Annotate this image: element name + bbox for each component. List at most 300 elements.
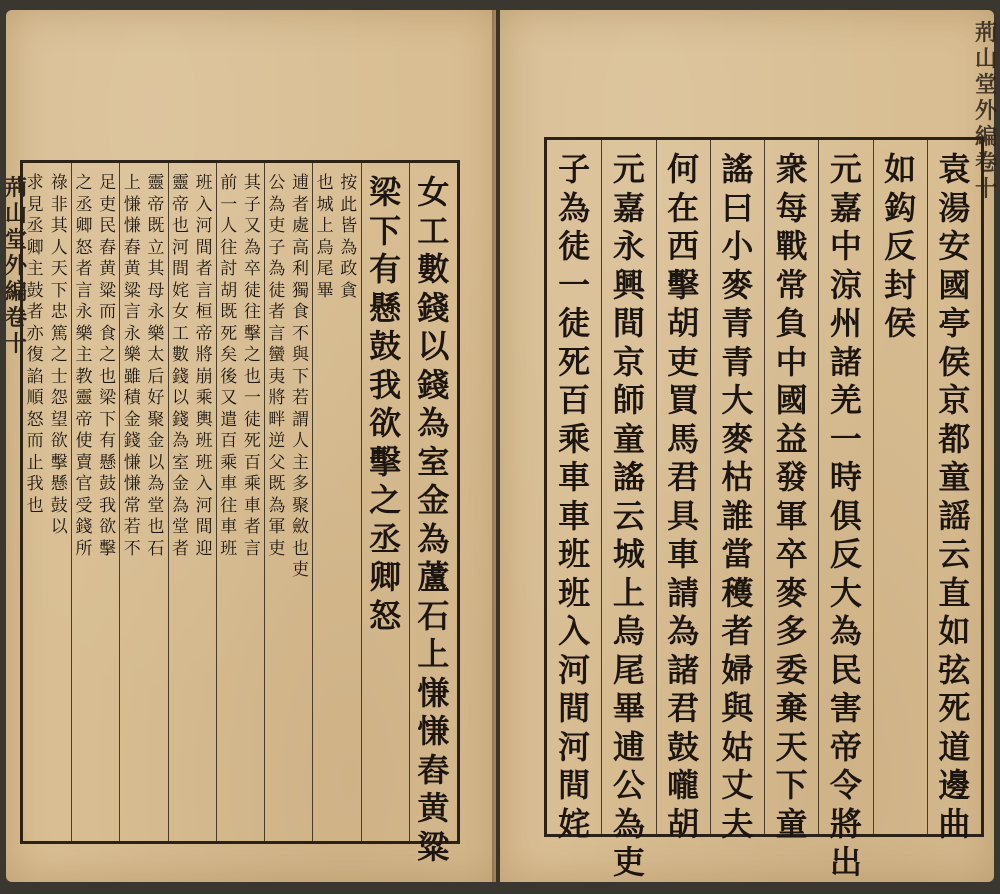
text-char: 鈎 — [884, 188, 917, 227]
annotation-char: 懸 — [50, 474, 68, 494]
text-char: 黄 — [417, 789, 450, 827]
annotation-char: 亦 — [26, 323, 44, 344]
annotation-char: 積 — [123, 388, 141, 408]
annotation-char: 足 — [99, 173, 117, 193]
text-char: 胡 — [667, 804, 700, 843]
annotation-char: 入 — [195, 194, 213, 215]
annotation-char: 車 — [220, 517, 238, 537]
annotation-char: 若 — [292, 388, 310, 408]
text-char: 直 — [938, 573, 971, 612]
annotation-char: 也 — [171, 216, 189, 236]
annotation-char: 乘 — [220, 452, 238, 473]
annotation-char: 之 — [243, 345, 261, 365]
annotation-char: 吏 — [99, 194, 117, 215]
annotation-char: 上 — [316, 216, 334, 236]
annotation-char: 上 — [123, 173, 141, 193]
text-char: 衆 — [775, 150, 808, 188]
annotation-char: 石 — [147, 538, 165, 559]
text-char: 國 — [775, 381, 808, 419]
annotation-char: 死 — [243, 431, 261, 451]
annotation-char: 後 — [220, 366, 238, 387]
annotation-char: 樂 — [75, 323, 93, 344]
annotation-char: 舂 — [123, 237, 141, 258]
right-column-3 — [818, 140, 872, 881]
annotation-char: 高 — [292, 237, 310, 258]
annotation-char: 吏 — [292, 560, 310, 580]
annotation-char: 既 — [220, 302, 238, 322]
text-char: 夫 — [721, 804, 754, 843]
text-char: 湯 — [938, 188, 971, 227]
text-char: 多 — [775, 612, 808, 650]
annotation-subcolumn — [51, 173, 68, 539]
annotation-char: 復 — [26, 345, 44, 365]
annotation-char: 常 — [123, 495, 141, 516]
annotation-char: 欲 — [99, 517, 117, 537]
annotation-char: 主 — [75, 345, 93, 365]
annotation-char: 子 — [268, 237, 286, 258]
annotation-char: 錢 — [171, 366, 189, 387]
annotation-char: 黄 — [99, 259, 117, 279]
annotation-char: 人 — [292, 431, 310, 451]
annotation-char: 慊 — [123, 216, 141, 236]
annotation-char: 以 — [50, 517, 68, 537]
annotation-char: 祿 — [50, 173, 68, 193]
annotation-char: 父 — [268, 452, 286, 473]
text-char: 間 — [558, 766, 591, 804]
text-char: 民 — [829, 650, 862, 689]
text-char: 君 — [667, 458, 700, 496]
text-char: 童 — [775, 804, 808, 843]
annotation-char: 太 — [147, 345, 165, 365]
text-char: 當 — [721, 535, 754, 573]
annotation-char: 帝 — [195, 323, 213, 344]
annotation-char: 不 — [123, 538, 141, 559]
text-char: 棄 — [775, 689, 808, 727]
text-char: 童 — [612, 419, 645, 458]
annotation-char: 人 — [50, 237, 68, 258]
text-char: 怒 — [369, 596, 402, 635]
text-char: 每 — [775, 188, 808, 227]
text-char: 弦 — [938, 650, 971, 689]
annotation-char: 有 — [99, 431, 117, 451]
annotation-subcolumn — [124, 173, 141, 560]
annotation-char: 者 — [195, 259, 213, 279]
text-char: 子 — [558, 150, 591, 188]
text-char: 金 — [417, 481, 450, 519]
text-char: 委 — [775, 650, 808, 689]
margin-title-char: 外 — [975, 98, 998, 124]
annotation-char: 皆 — [340, 216, 358, 236]
left-column-6 — [168, 163, 216, 841]
annotation-char: 班 — [195, 173, 213, 193]
annotation-char: 堂 — [147, 495, 165, 516]
annotation-char: 與 — [292, 345, 310, 365]
annotation-char: 后 — [147, 366, 165, 387]
text-char: 車 — [558, 496, 591, 535]
annotation-char: 又 — [220, 388, 238, 408]
annotation-char: 一 — [243, 388, 261, 408]
annotation-subcolumn — [220, 173, 237, 560]
text-char: 曲 — [938, 804, 971, 843]
annotation-char: 一 — [220, 194, 238, 215]
annotation-char: 見 — [26, 194, 44, 215]
annotation-char: 崩 — [195, 366, 213, 387]
right-page — [500, 10, 998, 882]
text-char: 嘉 — [829, 188, 862, 227]
left-column-8 — [71, 163, 119, 841]
left-column-5 — [216, 163, 264, 841]
text-char: 州 — [829, 304, 862, 342]
margin-title-char: 外 — [4, 253, 27, 279]
text-char: 入 — [558, 612, 591, 650]
text-char: 中 — [775, 342, 808, 381]
text-char: 小 — [721, 227, 754, 265]
annotation-char: 言 — [243, 538, 261, 559]
text-char: 令 — [829, 766, 862, 804]
annotation-char: 獨 — [292, 280, 310, 301]
text-char: 封 — [884, 265, 917, 304]
text-char: 諸 — [829, 342, 862, 381]
text-char: 下 — [775, 766, 808, 804]
text-char: 百 — [558, 381, 591, 419]
annotation-char: 畔 — [268, 409, 286, 430]
annotation-char: 處 — [292, 216, 310, 236]
text-char: 云 — [938, 535, 971, 573]
annotation-subcolumn — [147, 173, 164, 560]
left-column-4 — [264, 163, 312, 841]
annotation-char: 迎 — [195, 538, 213, 559]
annotation-char: 畢 — [316, 280, 334, 301]
annotation-char: 夷 — [268, 366, 286, 387]
annotation-char: 怨 — [50, 388, 68, 408]
annotation-char: 永 — [123, 323, 141, 344]
text-char: 都 — [938, 419, 971, 458]
annotation-char: 間 — [195, 517, 213, 537]
margin-title-char: 編 — [975, 124, 998, 150]
text-char: 下 — [369, 211, 402, 250]
annotation-char: 鼓 — [99, 474, 117, 494]
annotation-char: 車 — [220, 474, 238, 494]
text-char: 師 — [612, 381, 645, 419]
margin-title-char: 荊 — [975, 20, 998, 46]
annotation-char: 慊 — [123, 474, 141, 494]
text-char: 者 — [721, 612, 754, 650]
annotation-subcolumn — [340, 173, 357, 302]
annotation-char: 輿 — [195, 409, 213, 430]
annotation-subcolumn — [172, 173, 189, 560]
annotation-char: 言 — [75, 280, 93, 301]
margin-title-char: 山 — [975, 46, 998, 72]
text-char: 丞 — [369, 519, 402, 558]
annotation-char: 徒 — [243, 409, 261, 430]
text-char: 婦 — [721, 650, 754, 689]
right-column-5 — [710, 140, 764, 843]
text-char: 吏 — [667, 342, 700, 381]
annotation-char: 以 — [147, 452, 165, 473]
text-char: 侯 — [884, 304, 917, 342]
text-char: 慊 — [417, 712, 450, 750]
text-char: 邊 — [938, 766, 971, 804]
annotation-char: 徒 — [243, 280, 261, 301]
annotation-char: 順 — [26, 388, 44, 408]
annotation-char: 又 — [243, 216, 261, 236]
annotation-char: 吏 — [268, 538, 286, 559]
annotation-char: 按 — [340, 173, 358, 193]
text-char: 涼 — [829, 265, 862, 304]
text-char: 京 — [938, 381, 971, 419]
annotation-char: 其 — [50, 216, 68, 236]
annotation-char: 者 — [268, 302, 286, 322]
text-char: 大 — [829, 573, 862, 612]
left-column-2 — [361, 163, 409, 841]
annotation-char: 河 — [195, 495, 213, 516]
text-char: 西 — [667, 227, 700, 265]
annotation-char: 主 — [292, 452, 310, 473]
annotation-char: 怒 — [26, 409, 44, 430]
annotation-char: 城 — [316, 194, 334, 215]
text-char: 姹 — [558, 804, 591, 843]
annotation-char: 受 — [75, 495, 93, 516]
annotation-char: 乘 — [243, 474, 261, 494]
annotation-char: 靈 — [75, 388, 93, 408]
annotation-char: 士 — [50, 366, 68, 387]
annotation-char: 河 — [195, 216, 213, 236]
annotation-char: 而 — [26, 431, 44, 451]
text-char: 麥 — [775, 573, 808, 612]
text-char: 云 — [612, 496, 645, 535]
text-char: 卿 — [369, 558, 402, 596]
text-char: 上 — [417, 635, 450, 673]
annotation-char: 車 — [243, 495, 261, 516]
text-char: 穫 — [721, 573, 754, 612]
text-char: 河 — [558, 727, 591, 766]
text-char: 如 — [938, 612, 971, 650]
text-char: 青 — [721, 304, 754, 342]
annotation-char: 公 — [268, 173, 286, 193]
text-char: 公 — [612, 766, 645, 804]
annotation-char: 討 — [220, 259, 238, 279]
text-char: 鼓 — [667, 727, 700, 766]
annotation-char: 為 — [171, 495, 189, 516]
text-char: 反 — [829, 535, 862, 573]
annotation-char: 金 — [171, 474, 189, 494]
text-char: 一 — [558, 265, 591, 304]
text-char: 之 — [369, 481, 402, 519]
annotation-char: 擊 — [243, 323, 261, 344]
text-char: 徒 — [558, 304, 591, 342]
text-char: 侯 — [938, 342, 971, 381]
annotation-char: 永 — [75, 302, 93, 322]
annotation-char: 言 — [123, 302, 141, 322]
annotation-char: 帝 — [147, 194, 165, 215]
annotation-char: 舂 — [99, 237, 117, 258]
annotation-char: 丞 — [26, 216, 44, 236]
text-char: 胡 — [667, 304, 700, 342]
text-char: 吏 — [612, 843, 645, 881]
annotation-char: 金 — [147, 431, 165, 451]
text-char: 出 — [829, 843, 862, 881]
annotation-char: 食 — [99, 323, 117, 344]
annotation-char: 之 — [50, 345, 68, 365]
text-char: 畢 — [612, 689, 645, 727]
left-columns — [23, 163, 457, 866]
annotation-char: 政 — [340, 259, 358, 279]
text-char: 懸 — [369, 288, 402, 327]
text-char: 為 — [612, 804, 645, 843]
annotation-char: 慊 — [123, 194, 141, 215]
annotation-char: 聚 — [147, 409, 165, 430]
text-char: 蘆 — [417, 558, 450, 596]
annotation-subcolumn — [244, 173, 261, 560]
annotation-char: 蠻 — [268, 345, 286, 365]
annotation-char: 聚 — [292, 495, 310, 516]
annotation-char: 若 — [123, 517, 141, 537]
annotation-char: 粱 — [123, 280, 141, 301]
text-char: 誰 — [721, 496, 754, 535]
text-char: 京 — [612, 342, 645, 381]
annotation-char: 河 — [171, 237, 189, 258]
annotation-char: 為 — [171, 431, 189, 451]
text-char: 車 — [558, 458, 591, 496]
left-column-1 — [409, 163, 457, 866]
annotation-char: 間 — [171, 259, 189, 279]
text-char: 梁 — [369, 173, 402, 211]
annotation-char: 忠 — [50, 302, 68, 322]
text-char: 枯 — [721, 458, 754, 496]
annotation-char: 也 — [99, 366, 117, 387]
text-char: 班 — [558, 573, 591, 612]
text-char: 麥 — [721, 419, 754, 458]
annotation-char: 吏 — [268, 216, 286, 236]
text-char: 謠 — [612, 458, 645, 496]
annotation-char: 帝 — [75, 409, 93, 430]
text-char: 安 — [938, 227, 971, 265]
text-char: 工 — [417, 211, 450, 250]
text-char: 元 — [612, 150, 645, 188]
annotation-char: 多 — [292, 474, 310, 494]
text-char: 逋 — [612, 727, 645, 766]
text-char: 買 — [667, 381, 700, 419]
text-char: 時 — [829, 458, 862, 496]
annotation-char: 也 — [316, 173, 334, 193]
annotation-char: 懸 — [99, 452, 117, 473]
annotation-char: 女 — [171, 302, 189, 322]
left-text-frame — [20, 160, 460, 866]
annotation-char: 百 — [243, 452, 261, 473]
annotation-char: 卿 — [75, 216, 93, 236]
text-char: 天 — [775, 727, 808, 766]
left-column-7 — [119, 163, 167, 841]
annotation-char: 下 — [50, 280, 68, 301]
annotation-char: 欲 — [50, 431, 68, 451]
annotation-char: 往 — [243, 302, 261, 322]
text-char: 女 — [417, 173, 450, 211]
annotation-char: 望 — [50, 409, 68, 430]
text-char: 錢 — [417, 288, 450, 327]
annotation-char: 入 — [195, 474, 213, 494]
annotation-char: 錢 — [171, 409, 189, 430]
text-char: 亭 — [938, 304, 971, 342]
left-column-9 — [23, 163, 71, 841]
annotation-char: 擊 — [50, 452, 68, 473]
margin-title-char: 山 — [4, 201, 27, 227]
text-char: 卒 — [775, 535, 808, 573]
annotation-char: 者 — [171, 538, 189, 559]
text-char: 將 — [829, 804, 862, 843]
annotation-subcolumn — [317, 173, 334, 302]
annotation-char: 此 — [340, 194, 358, 215]
annotation-char: 天 — [50, 259, 68, 279]
right-column-1 — [927, 140, 981, 843]
annotation-char: 靈 — [147, 173, 165, 193]
annotation-char: 為 — [147, 474, 165, 494]
annotation-char: 錢 — [123, 431, 141, 451]
text-char: 大 — [721, 381, 754, 419]
annotation-char: 室 — [171, 452, 189, 473]
annotation-char: 前 — [220, 173, 238, 193]
text-char: 如 — [884, 150, 917, 188]
annotation-char: 將 — [195, 345, 213, 365]
annotation-char: 下 — [99, 409, 117, 430]
text-char: 烏 — [612, 612, 645, 650]
annotation-char: 姹 — [171, 280, 189, 301]
annotation-subcolumn — [196, 173, 213, 560]
annotation-char: 而 — [99, 302, 117, 322]
annotation-char: 教 — [75, 366, 93, 387]
text-char: 帝 — [829, 727, 862, 766]
annotation-char: 桓 — [195, 302, 213, 322]
margin-title-char: 堂 — [4, 227, 27, 253]
text-char: 嘉 — [612, 188, 645, 227]
annotation-char: 班 — [220, 538, 238, 559]
text-char: 曰 — [721, 188, 754, 227]
text-char: 尾 — [612, 650, 645, 689]
annotation-char: 樂 — [123, 345, 141, 365]
annotation-char: 言 — [268, 323, 286, 344]
text-char: 道 — [938, 727, 971, 766]
annotation-char: 黄 — [123, 259, 141, 279]
annotation-char: 下 — [292, 366, 310, 387]
annotation-char: 梁 — [99, 388, 117, 408]
annotation-subcolumn — [268, 173, 285, 560]
annotation-char: 丞 — [75, 194, 93, 215]
annotation-char: 將 — [268, 388, 286, 408]
text-char: 姑 — [721, 727, 754, 766]
text-char: 嚨 — [667, 766, 700, 804]
text-char: 元 — [829, 150, 862, 188]
annotation-char: 為 — [340, 237, 358, 258]
annotation-char: 卿 — [26, 237, 44, 258]
annotation-char: 貪 — [340, 280, 358, 301]
annotation-char: 食 — [292, 302, 310, 322]
text-char: 丈 — [721, 766, 754, 804]
margin-title-char: 荊 — [4, 175, 27, 201]
text-char: 害 — [829, 689, 862, 727]
text-char: 負 — [775, 304, 808, 342]
text-char: 石 — [417, 596, 450, 635]
annotation-char: 也 — [26, 495, 44, 516]
margin-title-char: 卷 — [4, 305, 27, 331]
text-char: 益 — [775, 419, 808, 458]
annotation-subcolumn — [76, 173, 93, 560]
text-char: 戰 — [775, 227, 808, 265]
annotation-char: 斂 — [292, 517, 310, 537]
annotation-char: 班 — [195, 452, 213, 473]
text-char: 軍 — [775, 496, 808, 535]
annotation-char: 百 — [220, 431, 238, 451]
text-char: 以 — [417, 327, 450, 365]
text-char: 諸 — [667, 650, 700, 689]
